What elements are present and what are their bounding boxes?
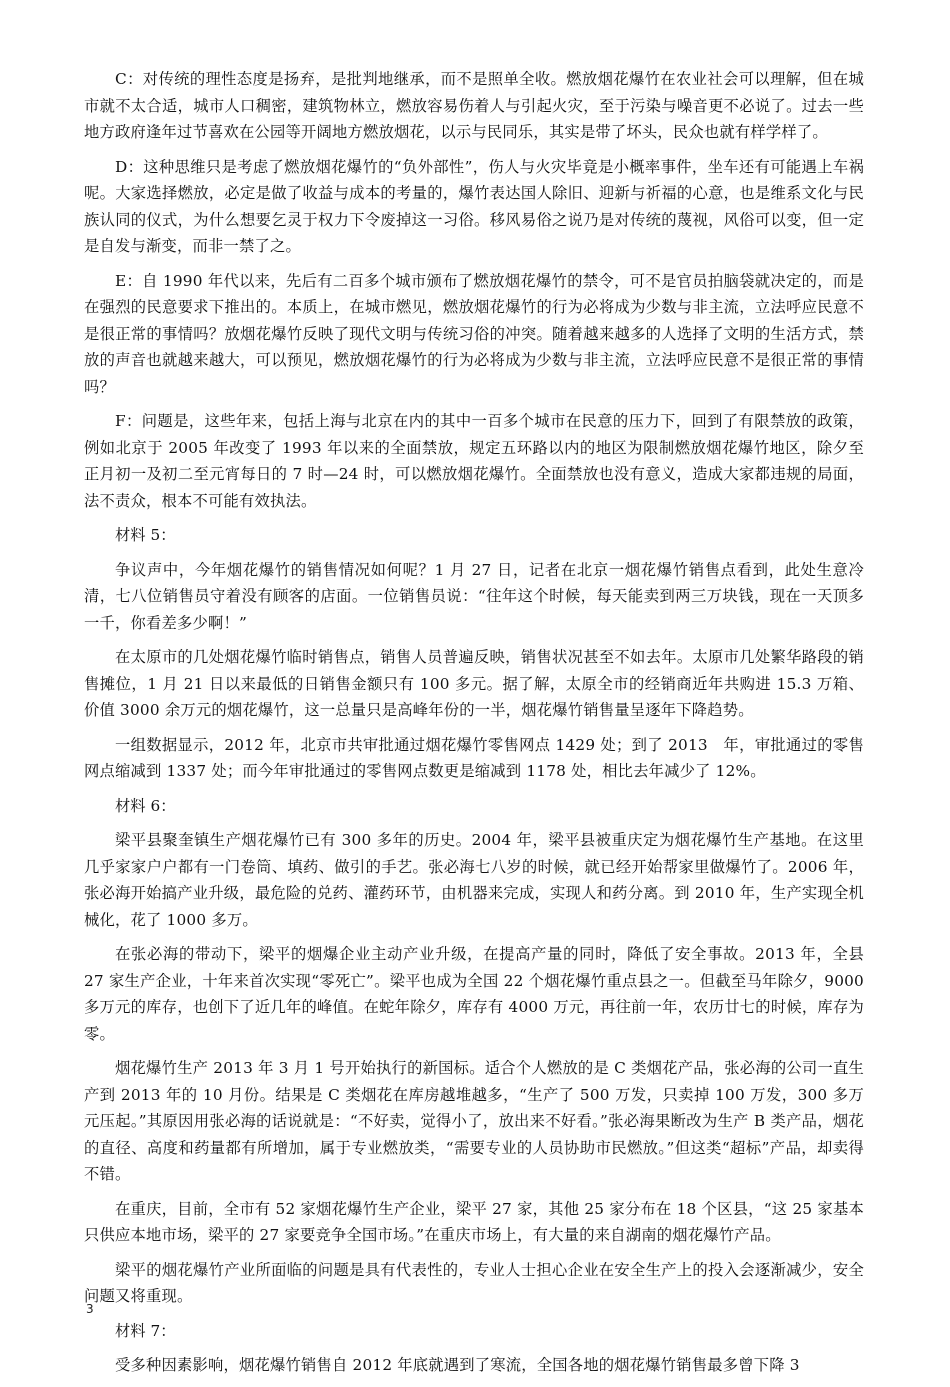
paragraph-e: E：自 1990 年代以来，先后有二百多个城市颁布了燃放烟花爆竹的禁令，可不是官员拍脑袋就决定的，而是在强烈的民意要求下推出的。本质上，在城市燃见，燃放烟花爆竹的行为必将成为少数与非主流，立法呼应民意不是很正常的事情吗？放烟花爆竹反映了现代文明与传统习俗的冲突。随着越来越多的人选择了文明的生活方式，禁放的声音也就越来越大，可以预见，燃放烟花爆竹的行为必将成为少数与非主流，立法呼应民意不是很正常的事情吗？ [84,271,864,396]
page-number: 3 [86,1302,94,1316]
paragraph-retail-stats: 一组数据显示，2012 年，北京市共审批通过烟花爆竹零售网点 1429 处；到了 2013 年，审批通过的零售网点缩减到 1337 处；而今年审批通过的零售网点数更是缩减到 1178 处，相比去年减少了 12%。 [84,735,864,780]
section-heading-material-6: 材料 6： [115,796,176,815]
paragraph-safety-concern: 梁平的烟花爆竹产业所面临的问题是具有代表性的，专业人士担心企业在安全生产上的投入会逐渐减少，安全问题又将重现。 [84,1260,864,1305]
paragraph-liangping-upgrade: 在张必海的带动下，梁平的烟爆企业主动产业升级，在提高产量的同时，降低了安全事故。2013 年，全县 27 家生产企业，十年来首次实现“零死亡”。梁平也成为全国 22 个烟花爆竹重点县之一。但截至马年除夕，9000 多万元的库存，也创下了近几年的峰值。在蛇年除夕，库存有 4000 万元，再往前一年，农历廿七的时候，库存为零。 [84,945,864,1043]
paragraph-sales-taiyuan: 在太原市的几处烟花爆竹临时销售点，销售人员普遍反映，销售状况甚至不如去年。太原市几处繁华路段的销售摊位，1 月 21 日以来最低的日销售金额只有 100 多元。据了解，太原全市的经销商近年共购进 15.3 万箱、价值 3000 余万元的烟花爆竹，这一总量只是高峰年份的一半，烟花爆竹销售量呈逐年下降趋势。 [84,648,864,719]
paragraph-sales-beijing: 争议声中，今年烟花爆竹的销售情况如何呢？1 月 27 日，记者在北京一烟花爆竹销售点看到，此处生意冷清，七八位销售员守着没有顾客的店面。一位销售员说：“往年这个时候，每天能卖到两三万块钱，现在一天顶多一千，你看差多少啊！” [84,560,864,632]
paragraph-new-standard: 烟花爆竹生产 2013 年 3 月 1 号开始执行的新国标。适合个人燃放的是 C 类烟花产品，张必海的公司一直生产到 2013 年的 10 月份。结果是 C 类烟花在库房越堆越多，“生产了 500 万发，只卖掉 100 万发，300 多万元压起。”其原因用张必海的话说就是：“不好卖，觉得小了，放出来不好看。”张必海果断改为生产 B 类产品，烟花的直径、高度和药量都有所增加，属于专业燃放类，“需要专业的人员协助市民燃放。”但这类“超标”产品，却卖得不错。 [84,1059,864,1183]
paragraph-chongqing: 在重庆，目前，全市有 52 家烟花爆竹生产企业，梁平 27 家，其他 25 家分布在 18 个区县，“这 25 家基本只供应本地市场，梁平的 27 家要竞争全国市场。”在重庆市场上，有大量的来自湖南的烟花爆竹产品。 [84,1199,864,1244]
paragraph-d: D：这种思维只是考虑了燃放烟花爆竹的“负外部性”，伤人与火灾毕竟是小概率事件，坐车还有可能遇上车祸呢。大家选择燃放，必定是做了收益与成本的考量的，爆竹表达国人除旧、迎新与祈福的心意，也是维系文化与民族认同的仪式，为什么想要乞灵于权力下令废掉这一习俗。移风易俗之说乃是对传统的蔑视，风俗可以变，但一定是自发与渐变，而非一禁了之。 [84,157,864,255]
paragraph-sales-decline: 受多种因素影响，烟花爆竹销售自 2012 年底就遇到了寒流，全国各地的烟花爆竹销售最多曾下降 3 [115,1356,800,1374]
paragraph-liangping-history: 梁平县聚奎镇生产烟花爆竹已有 300 多年的历史。2004 年，梁平县被重庆定为烟花爆竹生产基地。在这里几乎家家户户都有一门卷筒、填药、做引的手艺。张必海七八岁的时候，就已经开始帮家里做爆竹了。2006 年，张必海开始搞产业升级，最危险的兑药、灌药环节，由机器来完成，实现人和药分离。到 2010 年，生产实现全机械化，花了 1000 多万。 [84,831,864,929]
section-heading-material-7: 材料 7： [115,1321,176,1340]
document-body [84,66,864,1387]
paragraph-c: C：对传统的理性态度是扬弃，是批判地继承，而不是照单全收。燃放烟花爆竹在农业社会可以理解，但在城市就不太合适，城市人口稠密，建筑物林立，燃放容易伤着人与引起火灾，至于污染与噪音更不必说了。过去一些地方政府逢年过节喜欢在公园等开阔地方燃放烟花，以示与民同乐，其实是带了坏头，民众也就有样学样了。 [84,70,864,141]
section-heading-material-5: 材料 5： [115,526,176,544]
paragraph-f: F：问题是，这些年来，包括上海与北京在内的其中一百多个城市在民意的压力下，回到了有限禁放的政策，例如北京于 2005 年改变了 1993 年以来的全面禁放，规定五环路以内的地区为限制燃放烟花爆竹地区，除夕至正月初一及初二至元宵每日的 7 时—24 时，可以燃放烟花爆竹。全面禁放也没有意义，造成大家都违规的局面，法不责众，根本不可能有效执法。 [84,412,864,510]
